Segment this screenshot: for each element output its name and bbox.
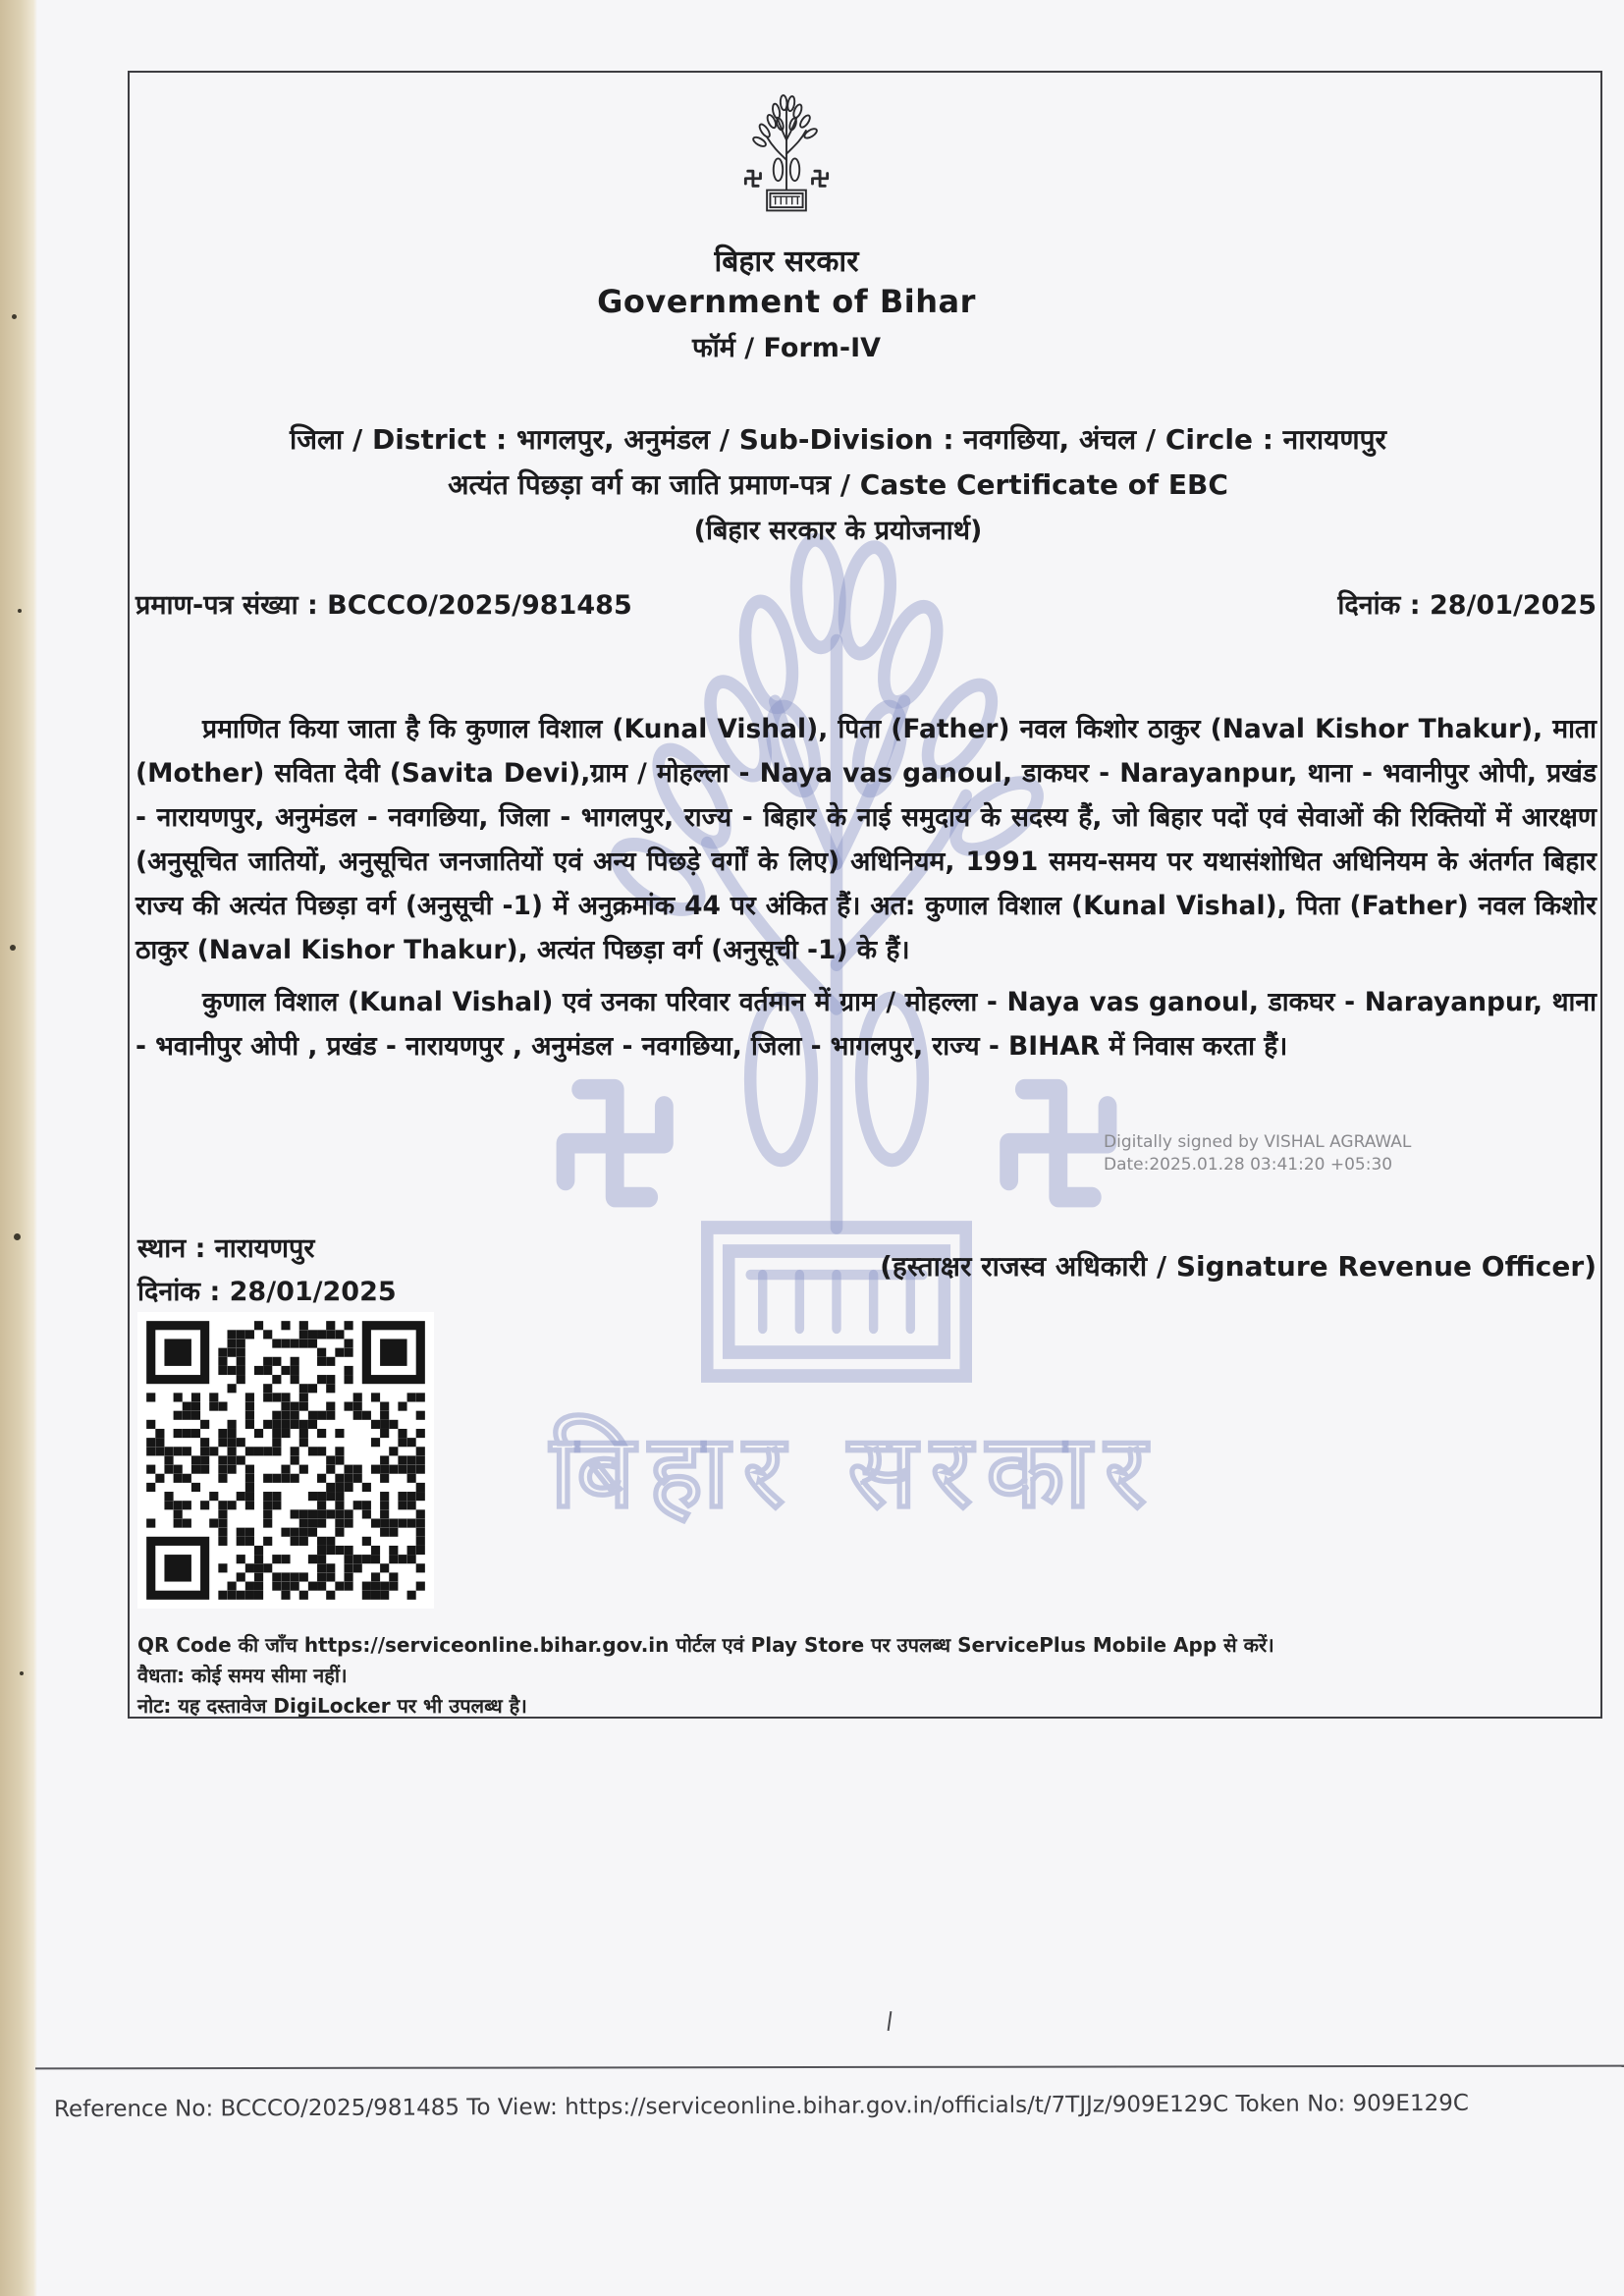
digital-signature-line2: Date:2025.01.28 03:41:20 +05:30 [1104,1155,1393,1175]
header-emblem-wrap [130,79,1443,218]
scan-speck [10,945,16,951]
watermark-text: बिहार सरकार [550,1411,1161,1531]
reference-line: Reference No: BCCCO/2025/981485 To View: https://serviceonline.bihar.gov.in/officials/t/7TJJz/909E129C Token No: 909E129C [53,2090,1469,2123]
scan-paper-edge [0,0,37,2296]
scan-speck [14,1233,21,1240]
qr-footer-notes [137,1630,1591,1722]
place-line: स्थान : नारायणपुर [137,1233,315,1264]
qr-note-validity: वैधता: कोई समय सीमा नहीं। [137,1664,348,1687]
digital-signature-line1: Digitally signed by VISHAL AGRAWAL [1104,1132,1412,1152]
gov-title-english: Government of Bihar [597,283,976,320]
scan-speck [18,609,22,613]
qr-note-check: QR Code की जाँच https://serviceonline.bihar.gov.in पोर्टल एवं Play Store पर उपलब्ध ServicePlus Mobile App से करें। [137,1633,1274,1657]
form-number-line: फॉर्म / Form-IV [691,333,882,363]
certificate-paragraph-2: कुणाल विशाल (Kunal Vishal) एवं उनका परिवार वर्तमान में ग्राम / मोहल्ला - Naya vas ganoul, डाकघर - Narayanpur, थाना - भवानीपुर ओपी , प्रखंड - नारायणपुर , अनुमंडल - नवगछिया, जिला - भागलपुर, राज्य - BIHAR में निवास करता हैं। [135,987,1597,1062]
certificate-border-box [128,71,1602,1719]
certificate-date: दिनांक : 28/01/2025 [1337,590,1597,621]
footer-divider [35,2065,1624,2070]
qr-code [137,1312,434,1609]
purpose-line: (बिहार सरकार के प्रयोजनार्थ) [693,516,983,546]
digital-signature-block [1104,1131,1411,1176]
issue-date-line: दिनांक : 28/01/2025 [137,1277,397,1307]
scan-speck [12,314,17,319]
scan-speck [20,1671,24,1675]
qr-note-digilocker: नोट: यह दस्तावेज DigiLocker पर भी उपलब्ध है। [137,1694,527,1718]
certificate-title: अत्यंत पिछड़ा वर्ग का जाति प्रमाण-पत्र / Caste Certificate of EBC [448,468,1228,501]
gov-title-hindi: बिहार सरकार [714,245,859,279]
certificate-paragraph-1: प्रमाणित किया जाता है कि कुणाल विशाल (Kunal Vishal), पिता (Father) नवल किशोर ठाकुर (Naval Kishor Thakur), माता (Mother) सविता देवी (Savita Devi),ग्राम / मोहल्ला - Naya vas ganoul, डाकघर - Narayanpur, थाना - भवानीपुर ओपी, प्रखंड - नारायणपुर, अनुमंडल - नवगछिया, जिला - भागलपुर, राज्य - बिहार के नाई समुदाय के सदस्य हैं, जो बिहार पदों एवं सेवाओं की रिक्तियों में आरक्षण (अनुसूचित जातियों, अनुसूचित जनजातियों एवं अन्य पिछड़े वर्गों के लिए) अधिनियम, 1991 समय-समय पर यथासंशोधित अधिनियम के अंतर्गत बिहार राज्य की अत्यंत पिछड़ा वर्ग (अनुसूची -1) में अनुक्रमांक 44 पर अंकित हैं। अत: कुणाल विशाल (Kunal Vishal), पिता (Father) नवल किशोर ठाकुर (Naval Kishor Thakur), अत्यंत पिछड़ा वर्ग (अनुसूची -1) के हैं। [135,714,1597,965]
revenue-officer-signature-caption: (हस्ताक्षर राजस्व अधिकारी / Signature Revenue Officer) [880,1250,1597,1283]
district-subdivision-circle-line: जिला / District : भागलपुर, अनुमंडल / Sub-Division : नवगछिया, अंचल / Circle : नारायणपुर [289,423,1386,456]
scan-stray-mark [888,2011,893,2031]
certificate-number: प्रमाण-पत्र संख्या : BCCCO/2025/981485 [135,590,632,621]
bihar-emblem-icon [731,79,841,218]
